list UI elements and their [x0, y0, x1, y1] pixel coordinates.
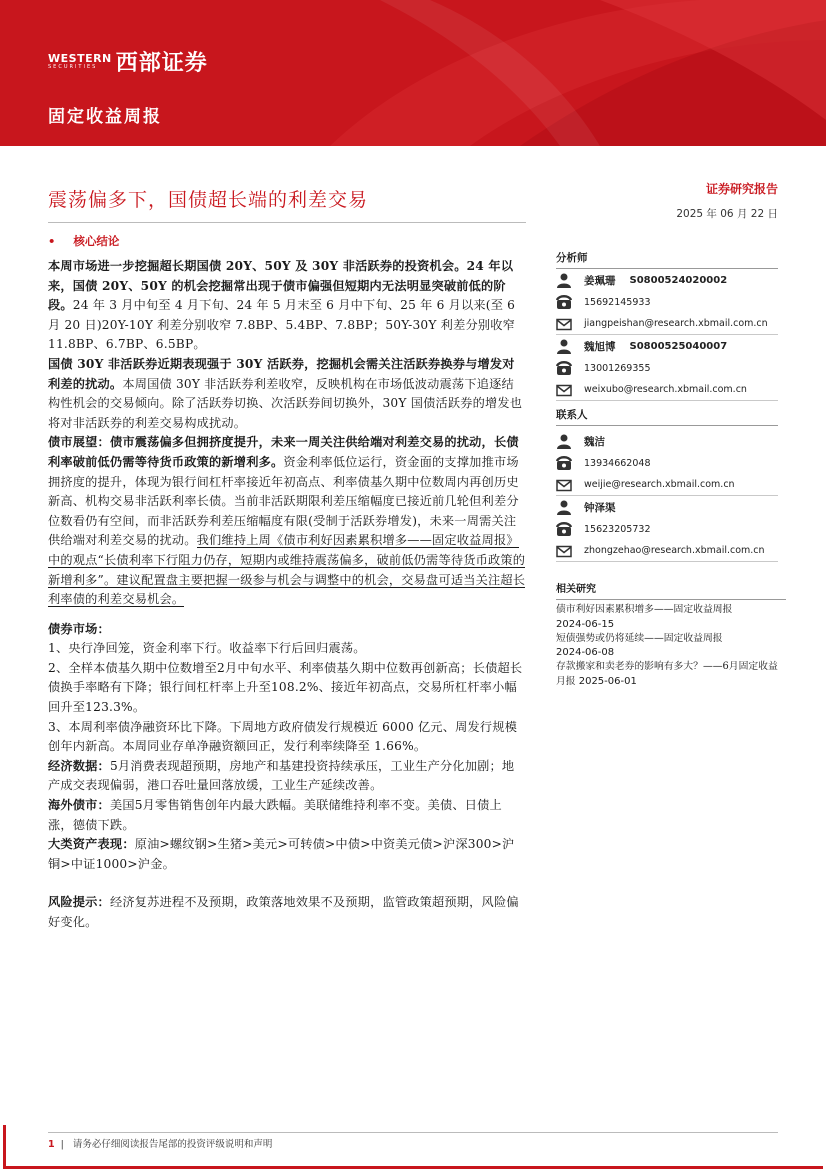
core-conclusion-heading: • 核心结论	[48, 234, 120, 248]
report-title: 震荡偏多下，国债超长端的利差交易	[48, 189, 369, 211]
contact-1-email-row	[556, 474, 778, 496]
footer-divider	[48, 1132, 778, 1133]
contacts-title: 联系人	[556, 407, 778, 426]
contact-2-phone: 15623205732	[584, 523, 651, 535]
analyst-2-phone: 13001269355	[584, 362, 651, 374]
related-item-1-title[interactable]: 债市利好因素累积增多——固定收益周报	[556, 604, 733, 616]
phone-icon	[556, 455, 572, 471]
contact-1-name: 魏洁	[584, 435, 605, 448]
footer	[48, 1136, 272, 1150]
document-kind: 证券研究报告	[705, 182, 778, 196]
related-research-title: 相关研究	[556, 583, 786, 600]
sidebar	[556, 250, 778, 562]
bullet-icon: •	[48, 234, 56, 248]
contact-1-phone-row	[556, 452, 778, 474]
contact-2-email[interactable]: zhongzehao@research.xbmail.com.cn	[584, 545, 765, 556]
header-banner	[0, 0, 826, 146]
contact-2-phone-row	[556, 518, 778, 540]
paragraph-3: 债市展望：债市震荡偏多但拥挤度提升，未来一周关注供给端对利差交易的扰动，长债利率破前低仍需等待货币政策的新增利多。资金利率低位运行，资金面的支撑加推市场拥挤度的提升，体现为银行间杠杆率接近年初高点、利率债基久期中位数周内再创历史新高、机构交易非活跃利率长债。当前非活跃期限利差压缩幅度已接近前几轮但利差分位数看仍有空间，而非活跃券利差压缩幅度有限(受制于活跃券增发)，未来一周需关注供给端对利差交易的扰动。我们维持上周《债市利好因素累积增多——固定收益周报》中的观点“长债利率下行阻力仍存，短期内或维持震荡偏多，破前低仍需等待货币政策的新增利多”。建议配置盘主要把握一级参与机会与调整中的机会，交易盘可适当关注超长利率债的利差交易机会。	[48, 435, 526, 607]
email-icon	[556, 543, 572, 559]
analyst-2-email-row	[556, 379, 778, 401]
viewpoint-underlined: 我们维持上周《债市利好因素累积增多——固定收益周报》中的观点“长债利率下行阻力仍存，短期内或维持震荡偏多，破前低仍需等待货币政策的新增利多”。建议配置盘主要把握一级参与机会与调整中的机会，交易盘可适当关注超长利率债的利差交易机会。	[48, 533, 526, 607]
analyst-2-phone-row	[556, 357, 778, 379]
phone-icon	[556, 521, 572, 537]
economy-section: 经济数据：5月消费表现超预期，房地产和基建投资持续承压，工业生产分化加剧；地产成交表现偏弱，港口吞吐量回落放缓，工业生产延续改善。	[48, 758, 515, 793]
contact-1-phone: 13934662048	[584, 457, 651, 469]
email-icon	[556, 316, 572, 332]
report-type: 固定收益周报	[48, 107, 162, 127]
analyst-2-row	[556, 335, 778, 357]
analyst-2-cert: S0800525040007	[629, 340, 728, 352]
analyst-1-phone: 15692145933	[584, 296, 651, 308]
phone-icon	[556, 360, 572, 376]
person-icon	[556, 272, 572, 288]
related-item-1-date: 2024-06-15	[556, 618, 615, 630]
footer-separator: |	[60, 1139, 64, 1150]
analyst-1-email[interactable]: jiangpeishan@research.xbmail.com.cn	[584, 318, 768, 329]
person-icon	[556, 499, 572, 515]
related-item-3-title[interactable]: 存款搬家和卖老券的影响有多大？——6月固定收益月报 2025-06-01	[556, 661, 778, 687]
analyst-1-name: 姜珮珊	[584, 274, 616, 287]
related-item-2-title[interactable]: 短债强势或仍将延续——固定收益周报	[556, 632, 723, 644]
report-date: 2025 年 06 月 22 日	[676, 208, 778, 220]
page-corner-vertical	[3, 1125, 6, 1169]
logo-english-sub: SECURITIES	[48, 64, 98, 70]
contact-2-row	[556, 496, 778, 518]
email-icon	[556, 382, 572, 398]
analyst-2-email[interactable]: weixubo@research.xbmail.com.cn	[584, 384, 747, 395]
footer-disclaimer: 请务必仔细阅读报告尾部的投资评级说明和声明	[72, 1139, 273, 1150]
risk-section: 风险提示：经济复苏进程不及预期，政策落地效果不及预期，监管政策超预期，风险偏好变化。	[48, 895, 519, 929]
analyst-2-name: 魏旭博	[584, 340, 616, 353]
analyst-1-row	[556, 269, 778, 291]
related-item-2-date: 2024-06-08	[556, 647, 615, 659]
person-icon	[556, 433, 572, 449]
assets-section: 大类资产表现：原油>螺纹钢>生猪>美元>可转债>中债>中资美元债>沪深300>沪铜>中证1000>沪金。	[48, 837, 515, 871]
page-number: 1	[48, 1139, 55, 1150]
phone-icon	[556, 294, 572, 310]
contact-2-email-row	[556, 540, 778, 562]
company-logo	[48, 46, 208, 77]
contact-1-row	[556, 430, 778, 452]
main-body	[48, 257, 526, 933]
contact-1-email[interactable]: weijie@research.xbmail.com.cn	[584, 479, 735, 490]
analyst-1-email-row	[556, 313, 778, 335]
email-icon	[556, 477, 572, 493]
paragraph-1: 本周市场进一步挖掘超长期国债 20Y、50Y 及 30Y 非活跃券的投资机会。24 年以来，国债 20Y、50Y 的机会挖掘常出现于债市偏强但短期内无法明显突破前低的阶段。24 年 3 月中旬至 4 月下旬、24 年 5 月末至 6 月中下旬、25 年 6 月以来(至 6 月 20 日)20Y-10Y 利差分别收窄 7.8BP、5.4BP、7.8BP；50Y-30Y 利差分别收窄 11.8BP、6.7BP、6.5BP。	[48, 259, 516, 352]
analyst-1-phone-row	[556, 291, 778, 313]
analyst-1-cert: S0800524020002	[629, 274, 728, 286]
paragraph-2: 国债 30Y 非活跃券近期表现强于 30Y 活跃券，挖掘机会需关注活跃券换券与增发对利差的扰动。本周国债 30Y 非活跃券利差收窄，反映机构在市场低波动震荡下追逐结构性机会的交易倾向。除了活跃券切换、次活跃券间切换外，30Y 国债活跃券的增发也将对非活跃券的利差交易构成扰动。	[48, 356, 523, 430]
title-divider	[48, 222, 526, 223]
bond-market-item-2: 2、全样本债基久期中位数增至2月中旬水平、利率债基久期中位数再创新高；长债超长债换手率略有下降；银行间杠杆率上升至108.2%、接近年初高点，交易所杠杆率小幅回升至123.3%。	[48, 660, 523, 715]
bond-market-item-3: 3、本周利率债净融资环比下降。下周地方政府债发行规模近 6000 亿元、周发行规模创年内新高。本周同业存单净融资额回正，发行利率续降至 1.66%。	[48, 719, 518, 754]
bond-market-item-1: 1、央行净回笼，资金利率下行。收益率下行后回归震荡。	[48, 641, 366, 656]
contact-2-name: 钟泽渠	[584, 501, 616, 514]
related-item-3-date: 2025-06-01	[578, 675, 637, 687]
person-icon	[556, 338, 572, 354]
related-research	[556, 583, 786, 689]
logo-english: WESTERN	[48, 52, 112, 65]
analysts-title: 分析师	[556, 250, 778, 269]
bond-market-heading: 债券市场：	[48, 621, 110, 636]
overseas-section: 海外债市：美国5月零售销售创年内最大跌幅。美联储维持利率不变。美债、日债上涨，德债下跌。	[48, 798, 502, 832]
logo-chinese: 西部证券	[115, 51, 208, 76]
